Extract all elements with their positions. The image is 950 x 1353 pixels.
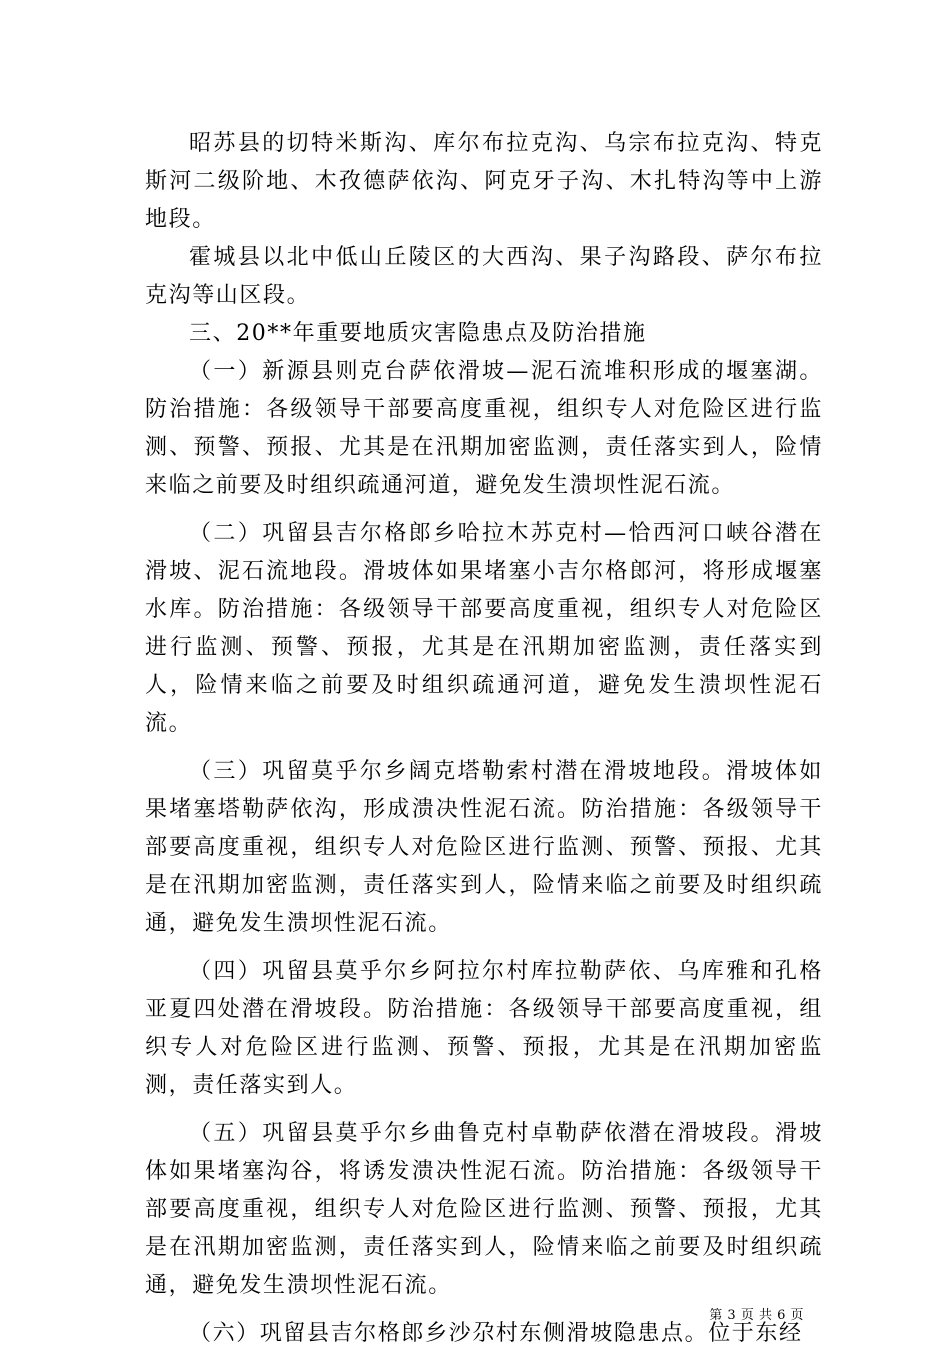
- section-heading-3: 三、20**年重要地质灾害隐患点及防治措施: [189, 321, 647, 346]
- paragraph-huocheng: 霍城县以北中低山丘陵区的大西沟、果子沟路段、萨尔布拉克沟等山区段。: [145, 245, 823, 308]
- paragraph-item-2: （二）巩留县吉尔格郎乡哈拉木苏克村—恰西河口峡谷潜在滑坡、泥石流地段。滑坡体如果堵塞小吉尔格郎河，将形成堰塞水库。防治措施：各级领导干部要高度重视，组织专人对危险区进行监测、预警、预报，尤其是在汛期加密监测，责任落实到人，险情来临之前要及时组织疏通河道，避免发生溃坝性泥石流。: [145, 521, 823, 736]
- document-body: [145, 125, 823, 1353]
- paragraph-item-5: （五）巩留县莫乎尔乡曲鲁克村卓勒萨依潜在滑坡段。滑坡体如果堵塞沟谷，将诱发溃决性泥石流。防治措施：各级领导干部要高度重视，组织专人对危险区进行监测、预警、预报，尤其是在汛期加密监测，责任落实到人，险情来临之前要及时组织疏通，避免发生溃坝性泥石流。: [145, 1121, 823, 1298]
- paragraph-zhaosu: 昭苏县的切特米斯沟、库尔布拉克沟、乌宗布拉克沟、特克斯河二级阶地、木孜德萨依沟、阿克牙子沟、木扎特沟等中上游地段。: [145, 131, 823, 232]
- paragraph-item-3: （三）巩留莫乎尔乡阔克塔勒索村潜在滑坡地段。滑坡体如果堵塞塔勒萨依沟，形成溃决性泥石流。防治措施：各级领导干部要高度重视，组织专人对危险区进行监测、预警、预报、尤其是在汛期加密监测，责任落实到人，险情来临之前要及时组织疏通，避免发生溃坝性泥石流。: [145, 759, 823, 936]
- page-number-footer: 第 3 页 共 6 页: [709, 1308, 804, 1323]
- paragraph-item-4: （四）巩留县莫乎尔乡阿拉尔村库拉勒萨依、乌库雅和孔格亚夏四处潜在滑坡段。防治措施：各级领导干部要高度重视，组织专人对危险区进行监测、预警、预报，尤其是在汛期加密监测，责任落实到人。: [145, 959, 823, 1098]
- paragraph-item-6: （六）巩留县吉尔格郎乡沙尕村东侧滑坡隐患点。位于东经: [189, 1321, 803, 1346]
- paragraph-item-1: （一）新源县则克台萨依滑坡—泥石流堆积形成的堰塞湖。防治措施：各级领导干部要高度重视，组织专人对危险区进行监测、预警、预报、尤其是在汛期加密监测，责任落实到人，险情来临之前要及时组织疏通河道，避免发生溃坝性泥石流。: [145, 359, 823, 498]
